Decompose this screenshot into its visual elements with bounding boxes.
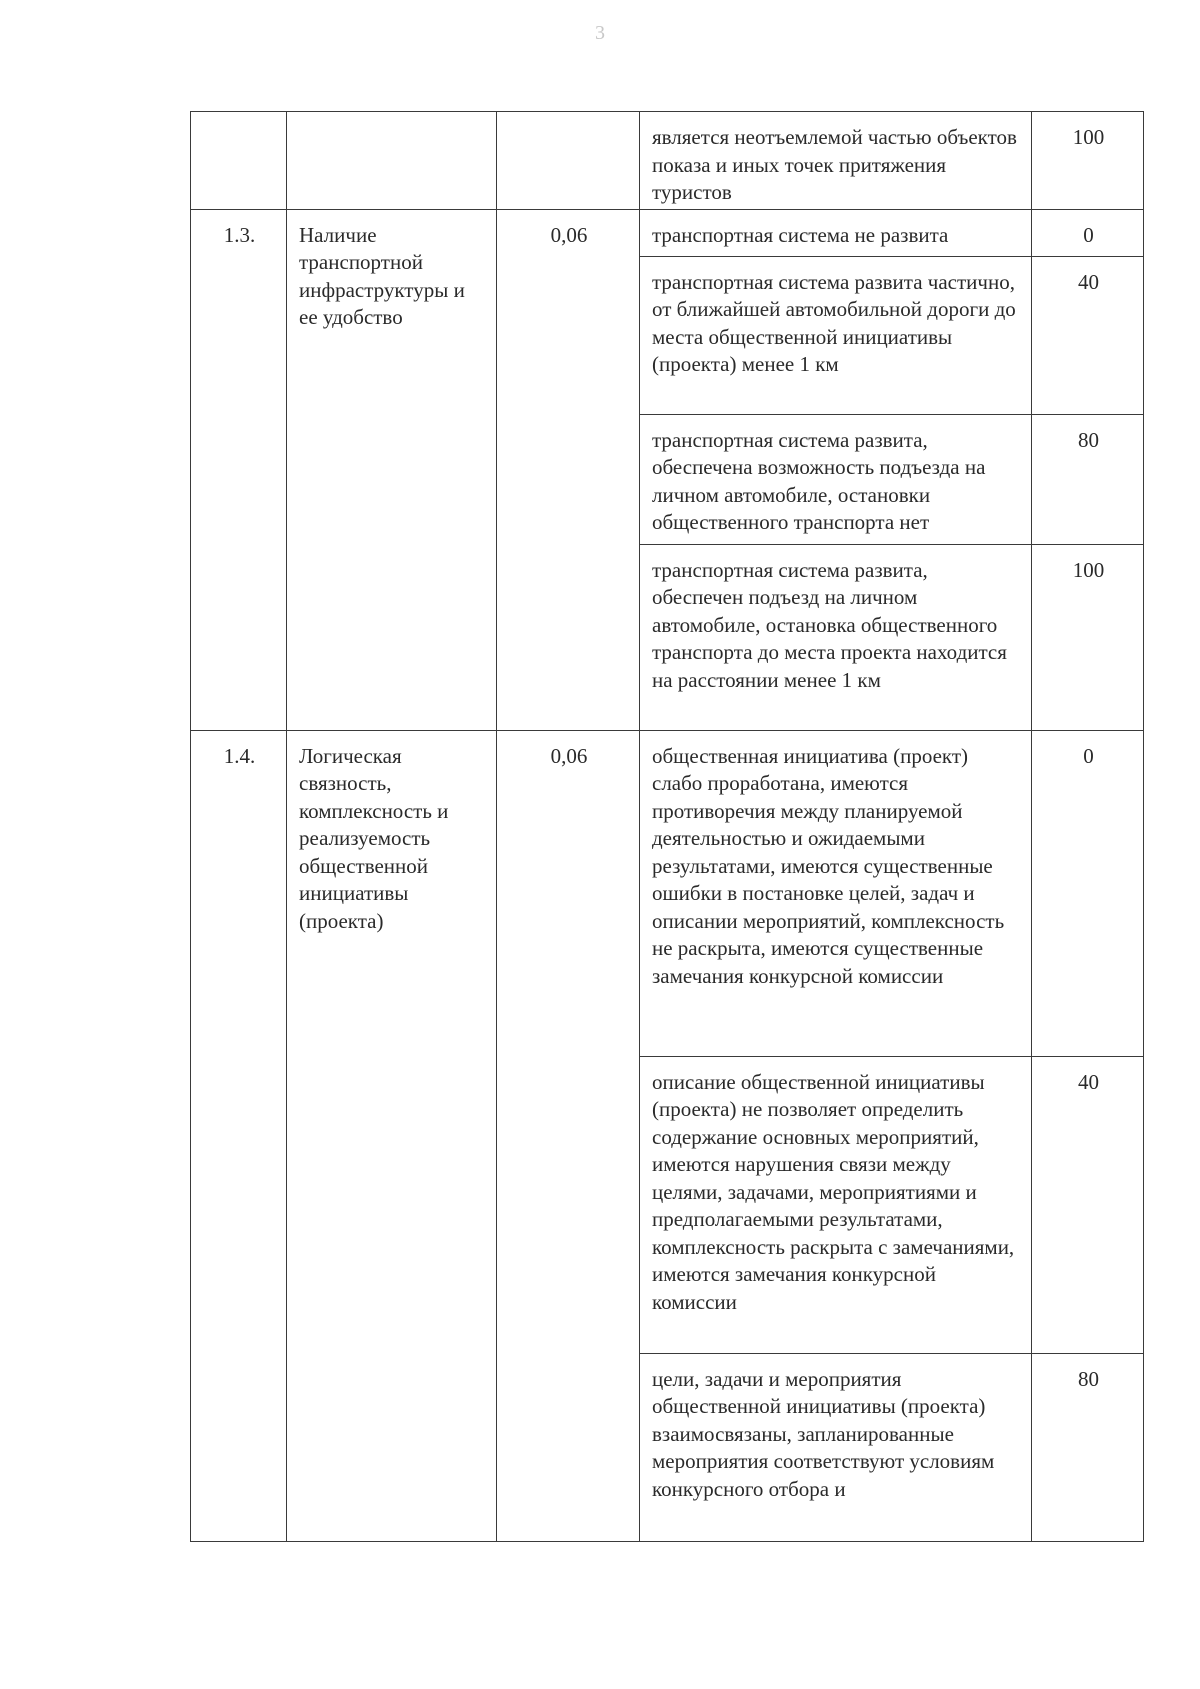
score-description: транспортная система развита частично, от ближайшей автомобильной дороги до места общественной инициативы (проекта) менее 1 км bbox=[640, 256, 1032, 414]
score-value: 100 bbox=[1032, 544, 1144, 730]
criterion-weight: 0,06 bbox=[497, 209, 640, 730]
score-description: общественная инициатива (проект) слабо проработана, имеются противоречия между планируемой деятельностью и ожидаемыми результатами, имеются существенные ошибки в постановке целей, задач и описании мероприятий, комплексность не раскрыта, имеются существенные замечания конкурсной комиссии bbox=[640, 730, 1032, 1056]
score-description: транспортная система не развита bbox=[640, 209, 1032, 256]
score-description: является неотъемлемой частью объектов показа и иных точек притяжения туристов bbox=[640, 112, 1032, 210]
score-value: 80 bbox=[1032, 1353, 1144, 1541]
criterion-name: Логическая связность, комплексность и реализуемость общественной инициативы (проекта) bbox=[287, 730, 497, 1541]
score-description: описание общественной инициативы (проекта) не позволяет определить содержание основных мероприятий, имеются нарушения связи между целями, задачами, мероприятиями и предполагаемыми результатами, комплексность раскрыта с замечаниями, имеются замечания конкурсной комиссии bbox=[640, 1056, 1032, 1353]
score-value: 40 bbox=[1032, 256, 1144, 414]
criterion-name bbox=[287, 112, 497, 210]
criterion-number: 1.4. bbox=[191, 730, 287, 1541]
score-value: 100 bbox=[1032, 112, 1144, 210]
table-row bbox=[191, 112, 1144, 210]
page-number: 3 bbox=[595, 22, 605, 44]
criterion-name: Наличие транспортной инфраструктуры и ее удобство bbox=[287, 209, 497, 730]
score-description: транспортная система развита, обеспечен подъезд на личном автомобиле, остановка общественного транспорта до места проекта находится на расстоянии менее 1 км bbox=[640, 544, 1032, 730]
table-row bbox=[191, 730, 1144, 1056]
score-value: 0 bbox=[1032, 730, 1144, 1056]
criterion-number bbox=[191, 112, 287, 210]
criterion-weight: 0,06 bbox=[497, 730, 640, 1541]
score-description: цели, задачи и мероприятия общественной инициативы (проекта) взаимосвязаны, запланированные мероприятия соответствуют условиям конкурсного отбора и bbox=[640, 1353, 1032, 1541]
score-value: 0 bbox=[1032, 209, 1144, 256]
criteria-table bbox=[190, 111, 1144, 1542]
score-value: 80 bbox=[1032, 414, 1144, 544]
score-value: 40 bbox=[1032, 1056, 1144, 1353]
criterion-number: 1.3. bbox=[191, 209, 287, 730]
table-row bbox=[191, 209, 1144, 256]
score-description: транспортная система развита, обеспечена возможность подъезда на личном автомобиле, остановки общественного транспорта нет bbox=[640, 414, 1032, 544]
criterion-weight bbox=[497, 112, 640, 210]
